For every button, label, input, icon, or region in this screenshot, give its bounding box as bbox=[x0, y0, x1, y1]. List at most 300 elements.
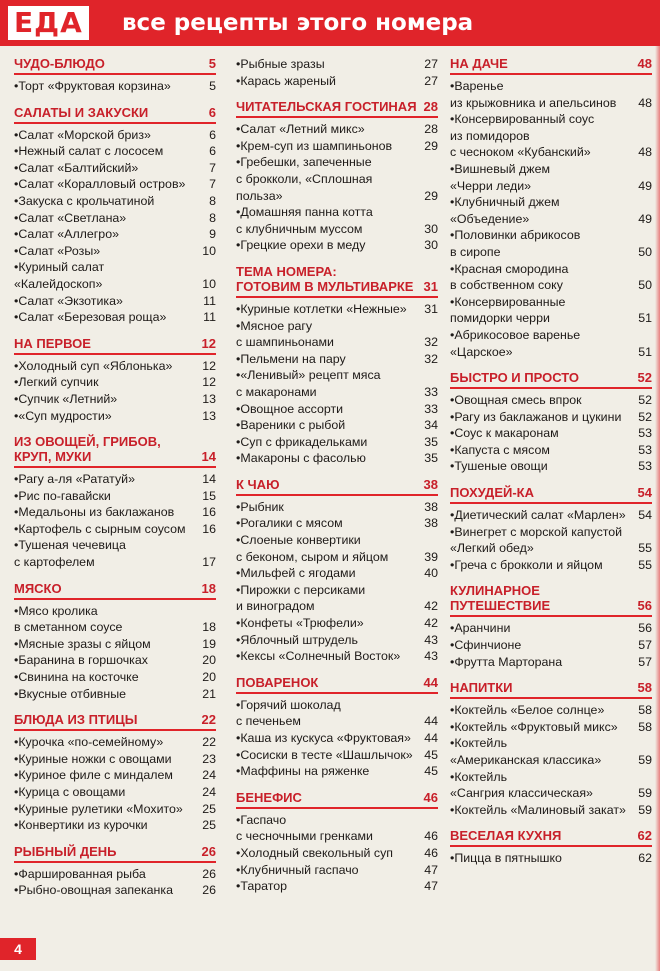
toc-section bbox=[450, 583, 652, 670]
recipe-entry bbox=[236, 56, 438, 73]
recipe-page-number: 30 bbox=[424, 221, 438, 236]
section-title: ИЗ ОВОЩЕЙ, ГРИБОВ, КРУП, МУКИ bbox=[14, 434, 161, 465]
recipe-page-number: 47 bbox=[424, 862, 438, 877]
section-page-number: 44 bbox=[423, 674, 438, 690]
recipe-page-number: 29 bbox=[424, 188, 438, 203]
recipe-page-number: 26 bbox=[202, 866, 216, 881]
recipe-name: •Холодный суп «Яблонька» bbox=[14, 358, 173, 373]
recipe-page-number: 7 bbox=[209, 177, 216, 192]
recipe-page-number: 24 bbox=[202, 785, 216, 799]
recipe-page-number: 27 bbox=[424, 73, 438, 88]
recipe-page-number: 55 bbox=[638, 557, 652, 572]
recipe-page-number: 13 bbox=[202, 408, 216, 423]
recipe-entry bbox=[236, 318, 438, 351]
recipe-page-number: 51 bbox=[638, 344, 652, 359]
recipe-name: •Кексы «Солнечный Восток» bbox=[236, 649, 401, 664]
recipe-entry bbox=[14, 801, 216, 818]
recipe-page-number: 12 bbox=[202, 358, 216, 373]
section-header bbox=[14, 105, 216, 124]
recipe-entry bbox=[14, 488, 216, 505]
recipe-name: •Салат «Розы» bbox=[14, 243, 101, 258]
recipe-entry bbox=[236, 648, 438, 665]
recipe-entry bbox=[450, 425, 652, 442]
recipe-entry bbox=[450, 654, 652, 671]
recipe-entry bbox=[236, 154, 438, 204]
recipe-name: •Красная смородина в собственном соку bbox=[450, 261, 569, 293]
recipe-entry bbox=[236, 730, 438, 747]
recipe-name: •Половинки абрикосов в сиропе bbox=[450, 228, 581, 259]
recipe-page-number: 50 bbox=[638, 278, 652, 293]
recipe-name: •Салат «Коралловый остров» bbox=[14, 177, 186, 192]
recipe-name: •Сфинчионе bbox=[450, 638, 522, 653]
recipe-page-number: 53 bbox=[638, 459, 652, 474]
toc-column-2 bbox=[236, 56, 438, 905]
recipe-name: •Суп с фрикадельками bbox=[236, 434, 368, 449]
recipe-entry bbox=[14, 471, 216, 488]
toc-section bbox=[450, 56, 652, 360]
recipe-page-number: 48 bbox=[638, 145, 652, 160]
recipe-page-number: 32 bbox=[424, 335, 438, 350]
recipe-page-number: 10 bbox=[202, 243, 216, 258]
recipe-name: •Легкий супчик bbox=[14, 375, 99, 390]
toc-section bbox=[14, 56, 216, 95]
recipe-entry bbox=[14, 176, 216, 193]
recipe-name: •Варенье из крыжовника и апельсинов bbox=[450, 79, 617, 110]
recipe-entry bbox=[14, 866, 216, 883]
recipe-entry bbox=[450, 850, 652, 867]
recipe-name: •«Суп мудрости» bbox=[14, 408, 112, 423]
recipe-page-number: 45 bbox=[424, 747, 438, 762]
recipe-page-number: 21 bbox=[202, 686, 216, 701]
recipe-name: •Сосиски в тесте «Шашлычок» bbox=[236, 747, 413, 762]
recipe-name: •Аранчини bbox=[450, 621, 511, 636]
recipe-page-number: 11 bbox=[203, 310, 216, 325]
recipe-entry bbox=[14, 374, 216, 391]
recipe-page-number: 48 bbox=[638, 95, 652, 110]
recipe-page-number: 26 bbox=[202, 883, 216, 898]
recipe-entry bbox=[450, 507, 652, 524]
recipe-page-number: 55 bbox=[638, 541, 652, 556]
toc-section bbox=[236, 99, 438, 254]
recipe-page-number: 53 bbox=[638, 442, 652, 457]
recipe-entry bbox=[14, 259, 216, 292]
recipe-page-number: 9 bbox=[209, 227, 216, 242]
recipe-page-number: 14 bbox=[202, 472, 216, 487]
recipe-entry bbox=[236, 515, 438, 532]
recipe-entry bbox=[14, 537, 216, 570]
recipe-page-number: 20 bbox=[202, 653, 216, 668]
recipe-name: •Абрикосовое варенье «Царское» bbox=[450, 327, 581, 359]
recipe-entry bbox=[236, 351, 438, 368]
toc-section bbox=[14, 712, 216, 834]
recipe-entry bbox=[450, 392, 652, 409]
recipe-name: •Нежный салат с лососем bbox=[14, 144, 164, 159]
recipe-name: •Курица с овощами bbox=[14, 785, 126, 799]
toc-section bbox=[14, 434, 216, 571]
recipe-name: •Макароны с фасолью bbox=[236, 451, 366, 466]
recipe-page-number: 8 bbox=[209, 193, 216, 208]
recipe-name: •Картофель с сырным соусом bbox=[14, 521, 186, 536]
recipe-entry bbox=[236, 812, 438, 845]
recipe-entry bbox=[14, 636, 216, 653]
recipe-entry bbox=[450, 111, 652, 161]
recipe-entry bbox=[14, 193, 216, 210]
recipe-page-number: 52 bbox=[638, 393, 652, 408]
recipe-entry bbox=[236, 401, 438, 418]
recipe-name: •Свинина на косточке bbox=[14, 670, 139, 685]
recipe-name: •Каша из кускуса «Фруктовая» bbox=[236, 731, 411, 745]
recipe-name: •Рыбник bbox=[236, 499, 284, 514]
recipe-page-number: 30 bbox=[424, 238, 438, 253]
recipe-name: •Пицца в пятнышко bbox=[450, 851, 562, 866]
recipe-entry bbox=[14, 391, 216, 408]
section-title: БЫСТРО И ПРОСТО bbox=[450, 370, 580, 386]
recipe-name: •Вкусные отбивные bbox=[14, 686, 127, 701]
recipe-entry bbox=[450, 620, 652, 637]
page-header bbox=[0, 0, 660, 46]
recipe-page-number: 25 bbox=[202, 801, 216, 816]
recipe-entry bbox=[450, 227, 652, 260]
recipe-name: •Соус к макаронам bbox=[450, 426, 559, 441]
recipe-entry bbox=[236, 615, 438, 632]
recipe-page-number: 59 bbox=[638, 786, 652, 801]
recipe-name: •Куриный салат «Калейдоскоп» bbox=[14, 260, 105, 291]
recipe-name: •Овощная смесь впрок bbox=[450, 393, 582, 408]
recipe-entry bbox=[450, 161, 652, 194]
section-title: ЧИТАТЕЛЬСКАЯ ГОСТИНАЯ bbox=[236, 99, 417, 115]
section-header bbox=[236, 264, 438, 298]
recipe-name: •Рыбные зразы bbox=[236, 57, 325, 71]
recipe-name: •Клубничный гаспачо bbox=[236, 862, 359, 877]
recipe-entry bbox=[14, 686, 216, 703]
recipe-page-number: 23 bbox=[202, 751, 216, 766]
recipe-page-number: 31 bbox=[424, 301, 438, 316]
recipe-page-number: 10 bbox=[202, 276, 216, 291]
recipe-entry bbox=[236, 763, 438, 780]
recipe-name: •Куриное филе с миндалем bbox=[14, 768, 173, 783]
section-header bbox=[450, 370, 652, 389]
recipe-name: •Горячий шоколад с печеньем bbox=[236, 697, 341, 729]
recipe-name: •Закуска с крольчатиной bbox=[14, 193, 155, 208]
recipe-entry bbox=[14, 652, 216, 669]
section-header bbox=[450, 56, 652, 75]
section-header bbox=[14, 844, 216, 863]
recipe-entry bbox=[450, 327, 652, 360]
toc-column-1 bbox=[14, 56, 216, 909]
recipe-name: •Консервированный соус из помидоров с чесноком «Кубанский» bbox=[450, 112, 595, 160]
recipe-entry bbox=[450, 557, 652, 574]
section-page-number: 38 bbox=[423, 476, 438, 492]
recipe-page-number: 15 bbox=[202, 488, 216, 503]
recipe-page-number: 58 bbox=[638, 703, 652, 718]
section-header bbox=[450, 828, 652, 847]
section-page-number: 26 bbox=[201, 843, 216, 859]
recipe-name: •Фаршированная рыба bbox=[14, 866, 146, 881]
recipe-page-number: 49 bbox=[638, 211, 652, 226]
toc-section bbox=[236, 56, 438, 89]
recipe-name: •Салат «Экзотика» bbox=[14, 293, 123, 308]
recipe-name: •Коктейль «Американская классика» bbox=[450, 736, 602, 767]
recipe-page-number: 54 bbox=[638, 508, 652, 523]
section-title: НА ДАЧЕ bbox=[450, 56, 508, 71]
section-page-number: 54 bbox=[637, 485, 652, 501]
recipe-entry bbox=[236, 450, 438, 467]
recipe-name: •Куриные котлетки «Нежные» bbox=[236, 301, 407, 316]
recipe-name: •Таратор bbox=[236, 879, 288, 894]
recipe-name: •Рыбно-овощная запеканка bbox=[14, 883, 173, 898]
recipe-name: •«Ленивый» рецепт мяса с макаронами bbox=[236, 368, 381, 399]
recipe-entry bbox=[450, 802, 652, 819]
recipe-name: •Гаспачо с чесночными гренками bbox=[236, 812, 373, 844]
recipe-page-number: 52 bbox=[638, 409, 652, 424]
recipe-page-number: 6 bbox=[209, 144, 216, 159]
section-header bbox=[236, 99, 438, 118]
recipe-page-number: 53 bbox=[638, 426, 652, 441]
recipe-page-number: 17 bbox=[202, 555, 216, 570]
recipe-page-number: 44 bbox=[424, 731, 438, 745]
recipe-name: •Баранина в горшочках bbox=[14, 653, 148, 668]
section-header bbox=[236, 477, 438, 496]
section-title: ПОХУДЕЙ-КА bbox=[450, 485, 534, 501]
recipe-entry bbox=[236, 237, 438, 254]
recipe-entry bbox=[236, 417, 438, 434]
toc-section bbox=[14, 844, 216, 899]
section-title: РЫБНЫЙ ДЕНЬ bbox=[14, 843, 117, 859]
section-header bbox=[236, 675, 438, 694]
recipe-entry bbox=[236, 204, 438, 237]
page-number: 4 bbox=[0, 938, 36, 960]
recipe-entry bbox=[14, 243, 216, 260]
recipe-entry bbox=[450, 637, 652, 654]
section-title: НА ПЕРВОЕ bbox=[14, 335, 91, 351]
recipe-name: •Коктейль «Белое солнце» bbox=[450, 703, 605, 718]
page-title: все рецепты этого номера bbox=[122, 10, 474, 36]
recipe-page-number: 40 bbox=[424, 566, 438, 581]
recipe-entry bbox=[450, 442, 652, 459]
recipe-entry bbox=[450, 735, 652, 768]
recipe-page-number: 13 bbox=[202, 391, 216, 406]
recipe-page-number: 57 bbox=[638, 638, 652, 653]
section-page-number: 12 bbox=[201, 335, 216, 351]
recipe-name: •Вишневый джем «Черри леди» bbox=[450, 161, 550, 193]
toc-column-3 bbox=[450, 56, 652, 877]
recipe-page-number: 34 bbox=[424, 418, 438, 433]
recipe-page-number: 32 bbox=[424, 351, 438, 366]
recipe-page-number: 45 bbox=[424, 764, 438, 779]
recipe-entry bbox=[236, 121, 438, 138]
recipe-name: •Салат «Аллегро» bbox=[14, 227, 119, 242]
recipe-name: •Овощное ассорти bbox=[236, 401, 344, 416]
toc-section bbox=[14, 581, 216, 703]
recipe-name: •Диетический салат «Марлен» bbox=[450, 508, 626, 523]
recipe-entry bbox=[236, 878, 438, 895]
recipe-name: •Пельмени на пару bbox=[236, 351, 346, 366]
recipe-entry bbox=[236, 138, 438, 155]
recipe-name: •Конфеты «Трюфели» bbox=[236, 616, 364, 631]
toc-section bbox=[236, 790, 438, 895]
section-page-number: 58 bbox=[637, 680, 652, 696]
toc-section bbox=[236, 264, 438, 467]
recipe-entry bbox=[450, 78, 652, 111]
section-page-number: 5 bbox=[208, 56, 216, 71]
recipe-entry bbox=[14, 210, 216, 227]
section-page-number: 28 bbox=[423, 99, 438, 115]
recipe-entry bbox=[450, 261, 652, 294]
recipe-name: •Мясо кролика в сметанном соусе bbox=[14, 603, 123, 635]
recipe-page-number: 43 bbox=[424, 649, 438, 664]
recipe-name: •Куриные рулетики «Мохито» bbox=[14, 801, 183, 816]
recipe-entry bbox=[450, 294, 652, 327]
recipe-page-number: 6 bbox=[209, 127, 216, 142]
section-title: КУЛИНАРНОЕ ПУТЕШЕСТВИЕ bbox=[450, 583, 551, 614]
toc-section bbox=[236, 675, 438, 780]
page-edge-decoration bbox=[655, 46, 660, 971]
section-title: БЕНЕФИС bbox=[236, 789, 302, 805]
recipe-name: •Медальоны из баклажанов bbox=[14, 505, 175, 520]
recipe-page-number: 19 bbox=[202, 636, 216, 651]
toc-section bbox=[450, 828, 652, 867]
recipe-page-number: 16 bbox=[202, 505, 216, 520]
recipe-page-number: 46 bbox=[424, 845, 438, 860]
recipe-entry bbox=[14, 408, 216, 425]
recipe-page-number: 57 bbox=[638, 654, 652, 669]
recipe-page-number: 22 bbox=[202, 735, 216, 750]
recipe-page-number: 42 bbox=[424, 616, 438, 631]
section-header bbox=[236, 790, 438, 809]
recipe-entry bbox=[236, 367, 438, 400]
recipe-page-number: 49 bbox=[638, 178, 652, 193]
section-title: ЧУДО-БЛЮДО bbox=[14, 56, 105, 71]
recipe-name: •Тушеная чечевица с картофелем bbox=[14, 538, 126, 570]
recipe-name: •Вареники с рыбой bbox=[236, 418, 346, 433]
section-header bbox=[14, 56, 216, 75]
recipe-name: •Яблочный штрудель bbox=[236, 632, 358, 647]
recipe-name: •Гребешки, запеченные с брокколи, «Сплошная польза» bbox=[236, 155, 373, 203]
recipe-entry bbox=[450, 524, 652, 557]
recipe-entry bbox=[14, 358, 216, 375]
recipe-page-number: 51 bbox=[638, 311, 652, 326]
section-page-number: 52 bbox=[637, 370, 652, 386]
section-title: МЯСКО bbox=[14, 580, 62, 596]
section-page-number: 62 bbox=[637, 828, 652, 844]
recipe-entry bbox=[236, 697, 438, 730]
recipe-name: •Клубничный джем «Объедение» bbox=[450, 195, 560, 226]
recipe-name: •Карась жареный bbox=[236, 73, 336, 88]
recipe-page-number: 47 bbox=[424, 879, 438, 894]
recipe-entry bbox=[14, 751, 216, 768]
recipe-name: •Рагу из баклажанов и цукини bbox=[450, 409, 622, 424]
recipe-entry bbox=[236, 747, 438, 764]
recipe-name: •Греча с брокколи и яйцом bbox=[450, 557, 603, 572]
recipe-entry bbox=[14, 309, 216, 326]
recipe-name: •Винегрет с морской капустой «Легкий обед» bbox=[450, 524, 623, 556]
recipe-entry bbox=[14, 226, 216, 243]
section-header bbox=[14, 712, 216, 731]
recipe-entry bbox=[450, 194, 652, 227]
recipe-page-number: 62 bbox=[638, 851, 652, 866]
recipe-entry bbox=[14, 734, 216, 751]
recipe-name: •Супчик «Летний» bbox=[14, 391, 118, 406]
recipe-name: •Мясное рагу с шампиньонами bbox=[236, 318, 334, 350]
recipe-page-number: 18 bbox=[202, 620, 216, 635]
section-header bbox=[450, 680, 652, 699]
section-page-number: 18 bbox=[201, 580, 216, 596]
recipe-page-number: 20 bbox=[202, 670, 216, 685]
recipe-entry bbox=[236, 532, 438, 565]
section-page-number: 22 bbox=[201, 712, 216, 728]
recipe-page-number: 11 bbox=[203, 293, 216, 308]
section-header bbox=[450, 485, 652, 504]
recipe-page-number: 46 bbox=[424, 829, 438, 844]
recipe-name: •Салат «Балтийский» bbox=[14, 160, 139, 175]
recipe-name: •Куриные ножки с овощами bbox=[14, 751, 172, 766]
toc-section bbox=[236, 477, 438, 665]
magazine-logo: ЕДА bbox=[8, 6, 89, 40]
recipe-name: •Пирожки с персиками и виноградом bbox=[236, 582, 366, 614]
recipe-name: •Рогалики с мясом bbox=[236, 516, 343, 531]
recipe-page-number: 25 bbox=[202, 818, 216, 833]
recipe-entry bbox=[14, 784, 216, 801]
recipe-name: •Рис по-гавайски bbox=[14, 488, 111, 503]
recipe-name: •Фрутта Марторана bbox=[450, 654, 563, 669]
section-page-number: 14 bbox=[201, 449, 216, 465]
toc-section bbox=[450, 370, 652, 475]
recipe-name: •Слоеные конвертики с беконом, сыром и яйцом bbox=[236, 533, 389, 564]
recipe-page-number: 35 bbox=[424, 434, 438, 449]
recipe-page-number: 38 bbox=[424, 499, 438, 514]
recipe-page-number: 39 bbox=[424, 549, 438, 564]
recipe-page-number: 29 bbox=[424, 138, 438, 153]
recipe-page-number: 59 bbox=[638, 802, 652, 817]
recipe-page-number: 50 bbox=[638, 244, 652, 259]
recipe-name: •Мильфей с ягодами bbox=[236, 566, 356, 581]
recipe-page-number: 44 bbox=[424, 714, 438, 729]
recipe-page-number: 33 bbox=[424, 384, 438, 399]
recipe-entry bbox=[450, 702, 652, 719]
recipe-page-number: 56 bbox=[638, 621, 652, 636]
section-page-number: 6 bbox=[208, 104, 216, 120]
section-title: САЛАТЫ И ЗАКУСКИ bbox=[14, 104, 149, 120]
recipe-entry bbox=[14, 504, 216, 521]
recipe-page-number: 8 bbox=[209, 210, 216, 225]
recipe-entry bbox=[14, 817, 216, 834]
recipe-page-number: 58 bbox=[638, 719, 652, 734]
recipe-name: •Коктейль «Фруктовый микс» bbox=[450, 719, 618, 734]
recipe-name: •Торт «Фруктовая корзина» bbox=[14, 79, 171, 93]
section-title: ВЕСЕЛАЯ КУХНЯ bbox=[450, 828, 562, 844]
recipe-entry bbox=[236, 434, 438, 451]
recipe-page-number: 43 bbox=[424, 632, 438, 647]
recipe-page-number: 42 bbox=[424, 599, 438, 614]
section-title: К ЧАЮ bbox=[236, 476, 280, 492]
recipe-entry bbox=[450, 409, 652, 426]
recipe-entry bbox=[236, 632, 438, 649]
recipe-entry bbox=[236, 845, 438, 862]
recipe-page-number: 33 bbox=[424, 401, 438, 416]
section-title: ПОВАРЕНОК bbox=[236, 674, 319, 690]
recipe-name: •Рагу а-ля «Рататуй» bbox=[14, 472, 135, 487]
recipe-name: •Домашняя панна котта с клубничным муссом bbox=[236, 205, 373, 236]
recipe-page-number: 12 bbox=[202, 375, 216, 390]
toc-section bbox=[14, 105, 216, 326]
recipe-entry bbox=[236, 565, 438, 582]
recipe-entry bbox=[14, 293, 216, 310]
recipe-entry bbox=[14, 78, 216, 95]
recipe-page-number: 16 bbox=[202, 521, 216, 536]
recipe-entry bbox=[236, 582, 438, 615]
recipe-page-number: 38 bbox=[424, 516, 438, 531]
recipe-page-number: 27 bbox=[424, 57, 438, 71]
